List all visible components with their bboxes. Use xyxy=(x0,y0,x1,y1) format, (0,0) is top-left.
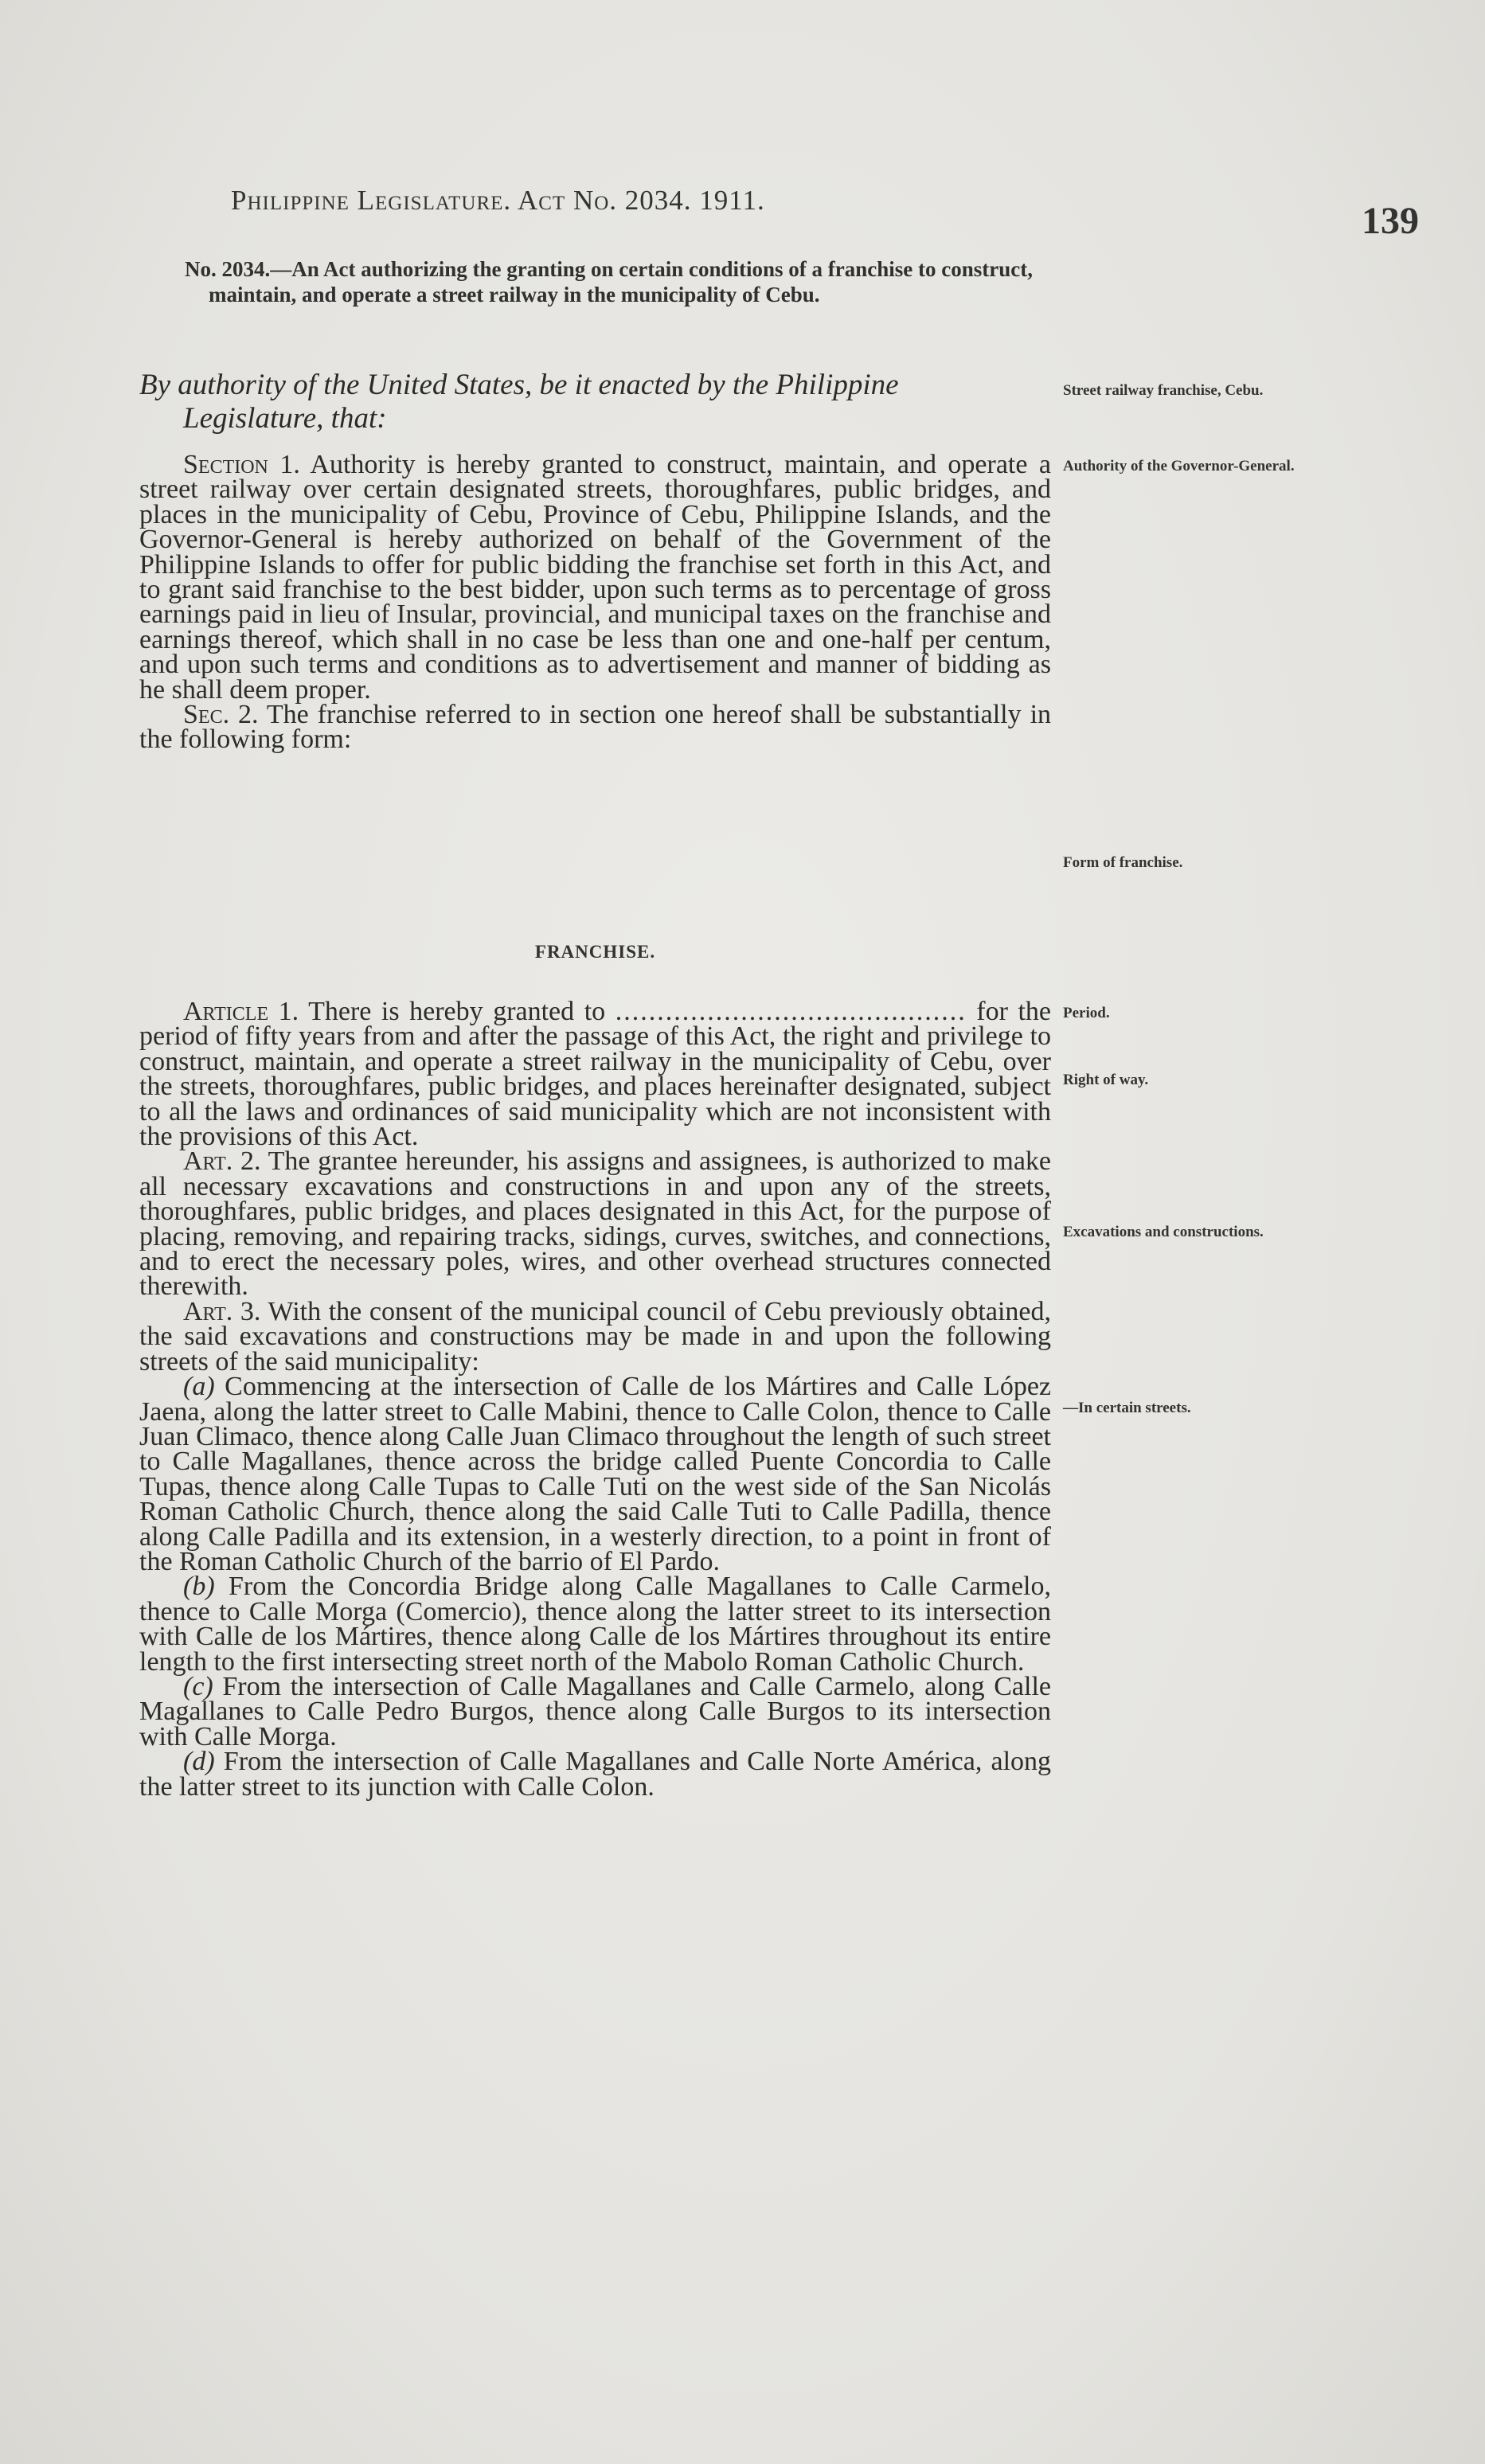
margin-note-form: Form of franchise. xyxy=(1063,854,1183,871)
enacting-clause-line1: By authority of the United States, be it enacted by the Philippine xyxy=(139,369,899,401)
sections-block xyxy=(139,450,1052,755)
clause-a-label: (a) xyxy=(183,1372,215,1402)
article-3-text: With the consent of the municipal council of Cebu previously obtained, the said excavations and constructions may be made in and upon the following streets of the said municipality: xyxy=(139,1296,1052,1376)
margin-note-street-railway: Street railway franchise, Cebu. xyxy=(1063,382,1264,399)
section-2-text: The franchise referred to in section one hereof shall be substantially in the following form: xyxy=(139,700,1052,755)
article-1-start: There is hereby granted to xyxy=(308,997,606,1026)
franchise-heading: FRANCHISE. xyxy=(534,942,656,962)
running-header: Philippine Legislature. Act No. 2034. 1911. xyxy=(231,185,765,216)
act-title-text: No. 2034.—An Act authorizing the granting on certain conditions of a franchise to construct, maintain, and operate a street railway in the municipality of Cebu. xyxy=(185,257,1033,307)
clause-c xyxy=(139,1671,1052,1751)
clause-d xyxy=(139,1747,1052,1802)
section-1-text: Authority is hereby granted to construct, maintain, and operate a street railway over certain designated streets, thoroughfares, public bridges, and places in the municipality of Cebu, Province of Cebu, Philippine Islands, and the Governor-General is hereby authorized on behalf of the Government of the Philippine Islands to offer for public bidding the franchise set forth in this Act, and to grant said franchise to the best bidder, upon such terms as to percentage of gross earnings paid in lieu of Insular, provincial, and municipal taxes on the franchise and earnings thereof, which shall in no case be less than one and one-half per centum, and upon such terms and conditions as to advertisement and manner of bidding as he shall deem proper. xyxy=(139,450,1051,705)
page-number: 139 xyxy=(1362,200,1419,242)
margin-note-period: Period. xyxy=(1063,1005,1110,1021)
clause-d-text: From the intersection of Calle Magallanes and Calle Norte América, along the latter street to its junction with Calle Colon. xyxy=(139,1747,1052,1802)
section-1 xyxy=(139,450,1051,705)
franchise-block xyxy=(139,997,1052,1802)
article-3 xyxy=(139,1296,1052,1376)
article-1-rest: for the period of fifty years from and after the passage of this Act, the right and privilege to construct, maintain, and operate a street railway in the municipality of Cebu, over the streets, thoroughfares, public bridges, and places hereinafter designated, subject to all the laws and ordinances of said municipality which are not inconsistent with the provisions of this Act. xyxy=(139,997,1052,1152)
clause-b xyxy=(139,1572,1051,1677)
article-2-label: Art. 2. xyxy=(183,1146,261,1177)
article-2-text: The grantee hereunder, his assigns and assignees, is authorized to make all necessary excavations and constructions in and upon any of the streets, thoroughfares, public bridges, and places designated in this Act, for the purpose of placing, removing, and repairing tracks, sidings, curves, switches, and connections, and to erect the necessary poles, wires, and other overhead structures connected therewith. xyxy=(139,1146,1052,1302)
margin-note-authority: Authority of the Governor-General. xyxy=(1063,458,1295,474)
clause-c-text: From the intersection of Calle Magallanes and Calle Carmelo, along Calle Magallanes to Calle Pedro Burgos, thence along Calle Burgos to its intersection with Calle Morga. xyxy=(139,1671,1052,1751)
clause-a xyxy=(139,1374,1051,1574)
article-3-label: Art. 3. xyxy=(183,1296,261,1326)
clause-c-label: (c) xyxy=(183,1671,213,1701)
article-1 xyxy=(139,997,1052,1152)
enacting-clause xyxy=(139,369,1063,435)
act-title xyxy=(185,256,1065,307)
margin-note-excavations: Excavations and constructions. xyxy=(1063,1224,1264,1240)
grantee-blank: .......................................... xyxy=(615,997,967,1026)
margin-note-certain-streets: —In certain streets. xyxy=(1063,1400,1191,1416)
article-1-label: Article 1. xyxy=(183,997,299,1026)
clause-d-label: (d) xyxy=(183,1747,215,1777)
clause-b-text: From the Concordia Bridge along Calle Magallanes to Calle Carmelo, thence to Calle Morga (Comercio), thence along the latter street to its intersection with Calle de los Mártires, thence along Calle de los Mártires throughout its entire length to the first intersecting street north of the Mabolo Roman Catholic Church. xyxy=(139,1572,1051,1677)
section-1-label: Section 1. xyxy=(183,450,300,479)
margin-note-right-of-way: Right of way. xyxy=(1063,1072,1149,1088)
clause-b-label: (b) xyxy=(183,1572,215,1602)
enacting-clause-line2: Legislature, that: xyxy=(183,402,387,435)
article-2 xyxy=(139,1146,1052,1302)
clause-a-text: Commencing at the intersection of Calle de los Mártires and Calle López Jaena, along the latter street to Calle Mabini, thence to Calle Colon, thence to Calle Juan Climaco, thence along Calle Juan Climaco throughout the length of such street to Calle Magallanes, thence across the bridge called Puente Concordia to Calle Tupas, thence along Calle Tupas to Calle Tuti on the west side of the San Nicolás Roman Catholic Church, thence along the said Calle Tuti to Calle Padilla, thence along Calle Padilla and its extension, in a westerly direction, to a point in front of the Roman Catholic Church of the barrio of El Pardo. xyxy=(139,1372,1052,1576)
section-2-label: Sec. 2. xyxy=(183,700,259,730)
section-2 xyxy=(139,700,1052,755)
